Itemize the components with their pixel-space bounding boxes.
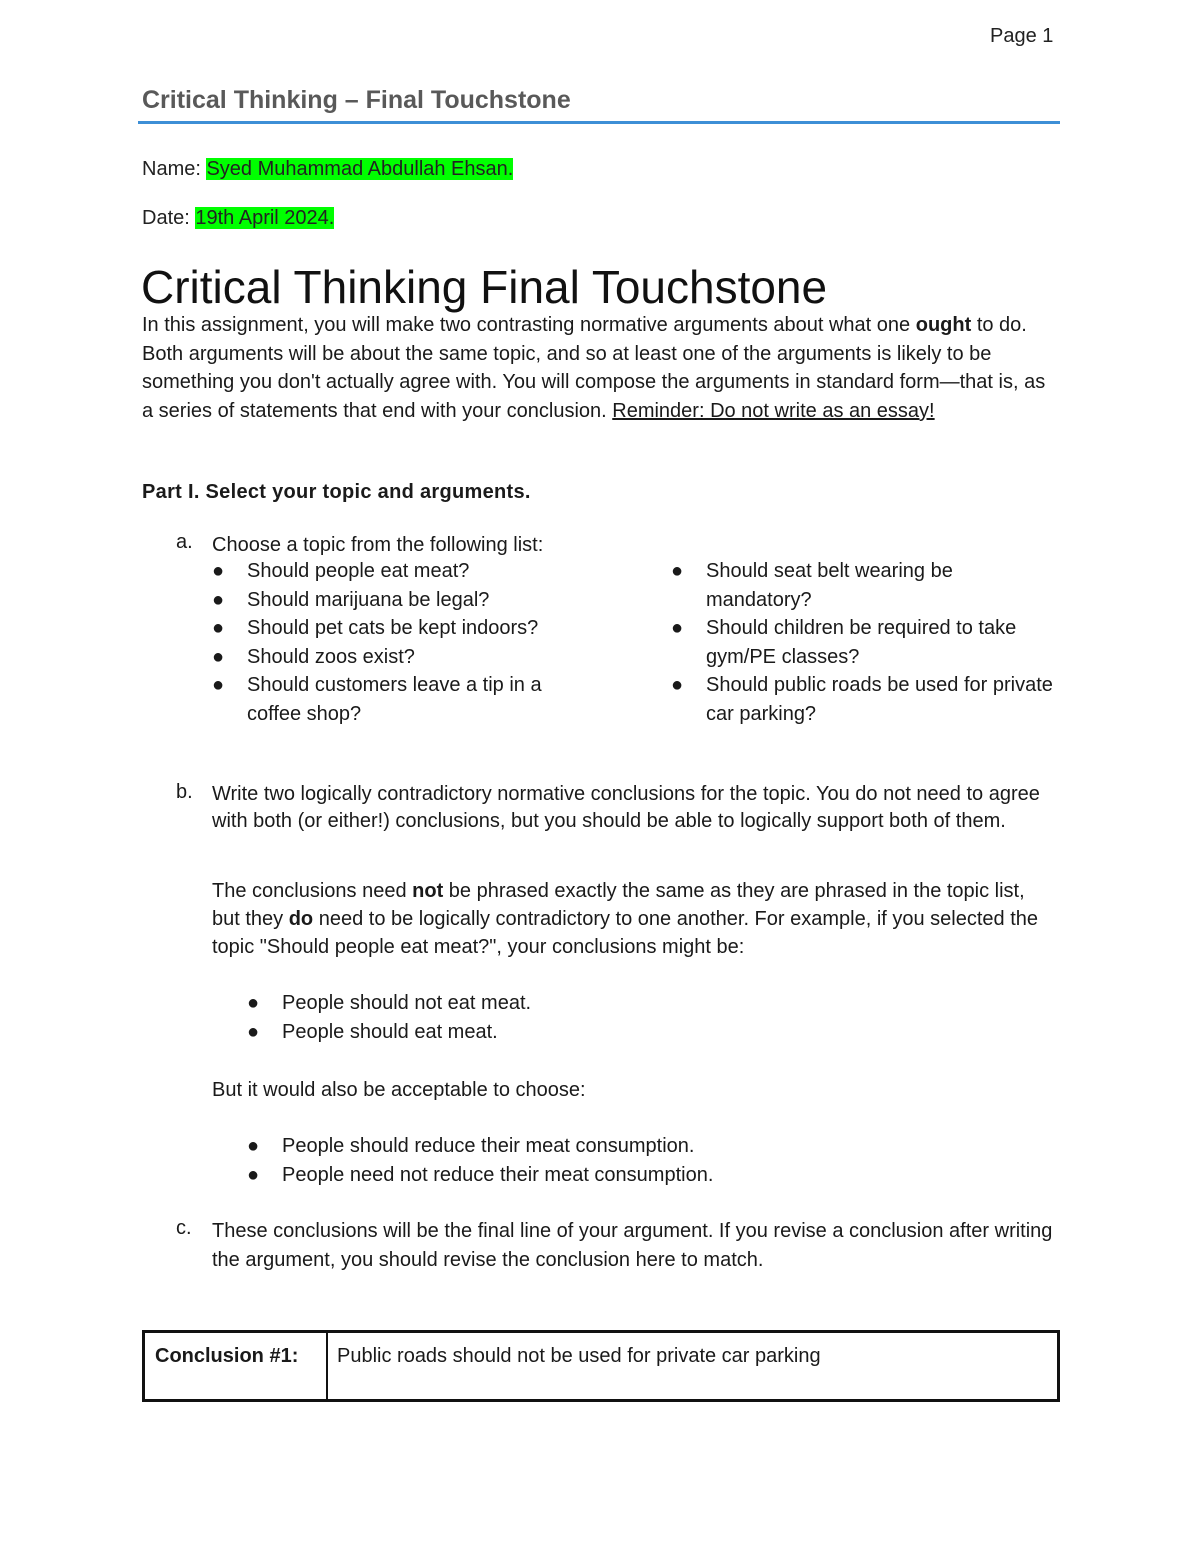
item-c-text: These conclusions will be the final line of your argument. If you revise a conclusion after writing the argument, you should revise the conclusion here to match. — [212, 1220, 1053, 1271]
conclusion-1-label: Conclusion #1: — [145, 1333, 328, 1399]
item-b-marker: b. — [176, 781, 193, 803]
bullet-icon: ● — [247, 992, 260, 1014]
name-label: Name: — [142, 158, 207, 180]
list-item: ● Should people eat meat? — [212, 557, 562, 586]
item-a-marker: a. — [176, 531, 193, 553]
list-item: ● People should reduce their meat consumption. — [247, 1132, 947, 1161]
list-item: ● Should marijuana be legal? — [212, 586, 562, 615]
header-divider — [138, 121, 1060, 124]
header-title: Critical Thinking – Final Touchstone — [142, 86, 571, 114]
bullet-icon: ● — [671, 560, 684, 582]
bullet-icon: ● — [212, 617, 225, 640]
name-value[interactable]: Syed Muhammad Abdullah Ehsan. — [206, 158, 514, 180]
intro-paragraph — [142, 311, 1057, 426]
item-a-text: Choose a topic from the following list: — [212, 534, 544, 556]
date-field — [142, 207, 334, 230]
topic-list-right — [671, 557, 1056, 729]
item-b-text: Write two logically contradictory normative conclusions for the topic. You do not need to agree with both (or either!) conclusions, but you should be able to logically support both of them. — [212, 783, 1040, 832]
bullet-icon: ● — [247, 1020, 260, 1043]
example-list-1 — [247, 989, 947, 1046]
example-list-2 — [247, 1132, 947, 1189]
bullet-icon: ● — [212, 645, 225, 668]
bullet-icon: ● — [212, 560, 225, 582]
list-item: ● Should pet cats be kept indoors? — [212, 614, 562, 643]
bullet-icon: ● — [671, 617, 684, 640]
conclusion-1-value[interactable]: Public roads should not be used for private car parking — [337, 1345, 821, 1367]
bullet-icon: ● — [212, 588, 225, 611]
name-field — [142, 158, 513, 181]
list-item: ● Should customers leave a tip in a coffee shop? — [212, 671, 562, 728]
main-title: Critical Thinking Final Touchstone — [141, 261, 828, 313]
list-item: ● Should zoos exist? — [212, 643, 562, 672]
intro-text-1: In this assignment, you will make two contrasting normative arguments about what one — [142, 314, 916, 336]
list-item: ● People should not eat meat. — [247, 989, 947, 1018]
intro-text-2: to do. Both arguments will be about the same topic, and so at least one of the arguments is likely to be something you don't actually agree with. You will compose the arguments in standard form—that is, as a series of statements that end with your conclusion. — [142, 314, 1046, 423]
list-item: ● People should eat meat. — [247, 1018, 947, 1047]
list-item: ● Should seat belt wearing be mandatory? — [671, 557, 1056, 614]
bullet-icon: ● — [671, 674, 684, 697]
item-b-paragraph: The conclusions need not be phrased exactly the same as they are phrased in the topic list, but they do need to be logically contradictory to one another. For example, if you selected the topic "Should people eat meat?", your conclusions might be: — [212, 880, 1039, 958]
page-number: Page 1 — [990, 25, 1054, 47]
bullet-icon: ● — [212, 674, 225, 697]
list-item: ● Should public roads be used for private car parking? — [671, 671, 1056, 728]
list-item: ● Should children be required to take gym/PE classes? — [671, 614, 1056, 671]
list-item: ● People need not reduce their meat consumption. — [247, 1161, 947, 1190]
item-c-marker: c. — [176, 1217, 192, 1239]
intro-ought: ought — [915, 314, 972, 336]
part-heading: Part I. Select your topic and arguments. — [142, 481, 531, 503]
conclusion-table — [142, 1330, 1060, 1402]
date-value[interactable]: 19th April 2024. — [195, 207, 335, 229]
date-label: Date: — [142, 207, 196, 229]
bullet-icon: ● — [247, 1135, 260, 1157]
bullet-icon: ● — [247, 1163, 260, 1186]
topic-list-left — [212, 557, 562, 729]
item-b-paragraph-2: But it would also be acceptable to choose: — [212, 1079, 586, 1101]
intro-reminder: Reminder: Do not write as an essay! — [612, 400, 935, 423]
